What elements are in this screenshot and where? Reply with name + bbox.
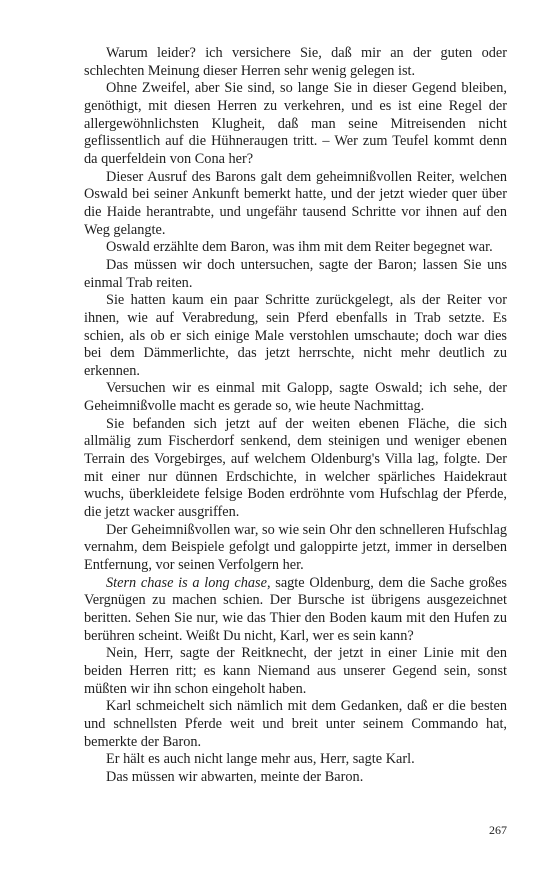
paragraph: Sie hatten kaum ein paar Schritte zurückgelegt, als der Reiter vor ihnen, wie auf Verabredung, sein Pferd ebenfalls in Trab setzte. Es schien, als ob er sich einige Male verstohlen umschaute; doch war dies bei dem Dämmerlichte, das jetzt herrschte, nicht mehr deutlich zu erkennen. xyxy=(84,292,507,379)
paragraph: Er hält es auch nicht lange mehr aus, Herr, sagte Karl. xyxy=(106,751,415,768)
paragraph: Ohne Zweifel, aber Sie sind, so lange Sie in dieser Gegend bleiben, genöthigt, mit diesen Herren zu verkehren, und es ist eine Regel der allergewöhnlichsten Klugheit, daß man seine Mitreisenden nicht geflissentlich auf die Hühneraugen tritt. – Wer zum Teufel kommt denn da querfeldein von Cona her? xyxy=(84,80,507,167)
paragraph: Oswald erzählte dem Baron, was ihm mit dem Reiter begegnet war. xyxy=(106,239,493,256)
paragraph-rest: sagte Oldenburg, dem die Sache großes Vergnügen zu machen schien. Der Bursche ist übrigens ausgezeichnet beritten. Sehen Sie nur, wie das Thier den Boden kaum mit den Hufen zu berühren scheint. Weißt Du nicht, Karl, wer es sein kann? xyxy=(84,574,507,644)
body-text xyxy=(84,45,507,787)
paragraph: Karl schmeichelt sich nämlich mit dem Gedanken, daß er die besten und schnellsten Pferde weit und breit unter seinem Commando hat, bemerkte der Baron. xyxy=(84,698,507,750)
paragraph: Der Geheimnißvollen war, so wie sein Ohr den schnelleren Hufschlag vernahm, dem Beispiele gefolgt und galoppirte jetzt, immer in derselben Entfernung, vor seinen Verfolgern her. xyxy=(84,521,507,574)
paragraph: Das müssen wir doch untersuchen, sagte der Baron; lassen Sie uns einmal Trab reiten. xyxy=(84,256,507,291)
paragraph: Nein, Herr, sagte der Reitknecht, der jetzt in einer Linie mit den beiden Herren ritt; es kann Niemand aus unserer Gegend sein, sonst müßten wir ihn schon eingeholt haben. xyxy=(84,645,507,697)
page-number: 267 xyxy=(489,823,507,837)
paragraph: Sie befanden sich jetzt auf der weiten ebenen Fläche, die sich allmälig zum Fischerdorf senkend, dem steinigen und weniger ebenen Terrain des Vorgebirges, auf welchem Oldenburg's Villa lag, folgte. Der mit einer nur dünnen Erdschichte, in welcher spärliches Haidekraut wuchs, überkleidete felsige Boden erdröhnte vom Hufschlag der Pferde, die jetzt wacker ausgriffen. xyxy=(84,415,507,521)
paragraph-with-quote: Stern chase is a long chase, sagte Oldenburg, dem die Sache großes Vergnügen zu machen schien. Der Bursche ist übrigens ausgezeichnet beritten. Sehen Sie nur, wie das Thier den Boden kaum mit den Hufen zu berühren scheint. Weißt Du nicht, Karl, wer es sein kann? xyxy=(84,574,507,644)
paragraph: Versuchen wir es einmal mit Galopp, sagte Oswald; ich sehe, der Geheimnißvolle macht es gerade so, wie heute Nachmittag. xyxy=(84,380,507,415)
english-quote: Stern chase is a long chase xyxy=(106,574,267,591)
paragraph: Das müssen wir abwarten, meinte der Baron. xyxy=(106,768,364,785)
paragraph: Warum leider? ich versichere Sie, daß mir an der guten oder schlechten Meinung dieser Herren sehr wenig gelegen ist. xyxy=(84,45,507,79)
paragraph: Dieser Ausruf des Barons galt dem geheimnißvollen Reiter, welchen Oswald bei seiner Ankunft bemerkt hatte, und der jetzt wieder quer über die Haide herantrabte, und ungefähr tausend Schritte vor ihnen auf den Weg gelangte. xyxy=(84,168,507,238)
